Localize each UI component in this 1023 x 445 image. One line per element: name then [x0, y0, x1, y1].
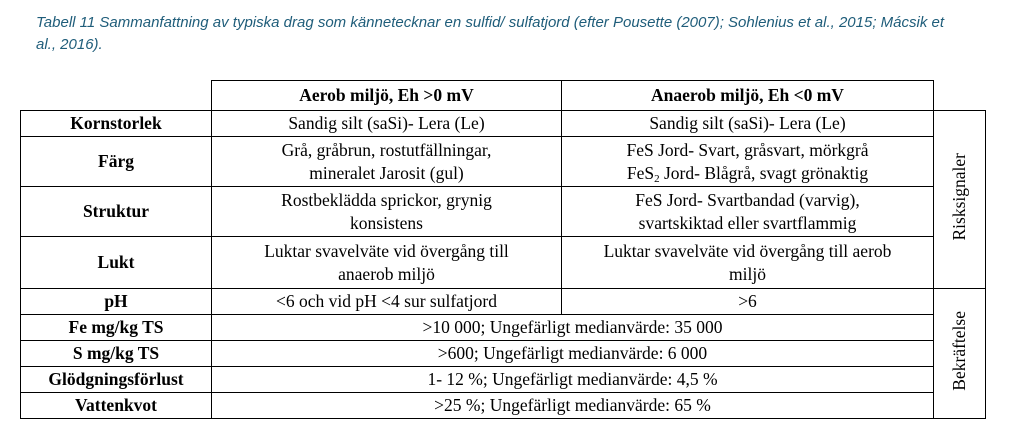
cell-glodning-value: 1- 12 %; Ungefärligt medianvärde: 4,5 % — [212, 367, 934, 393]
cell-lukt-anaerob — [562, 237, 934, 289]
cell-line: anaerob miljö — [338, 263, 435, 284]
cell-kornstorlek-aerob: Sandig silt (saSi)- Lera (Le) — [212, 111, 562, 137]
header-row — [21, 81, 986, 111]
cell-line: FeS Jord- Svart, gråsvart, mörkgrå — [626, 139, 869, 160]
cell-kornstorlek-anaerob: Sandig silt (saSi)- Lera (Le) — [562, 111, 934, 137]
cell-farg-aerob — [212, 137, 562, 187]
cell-ph-aerob: <6 och vid pH <4 sur sulfatjord — [212, 289, 562, 315]
row-label-ph: pH — [21, 289, 212, 315]
cell-lukt-aerob — [212, 237, 562, 289]
row-label-fe: Fe mg/kg TS — [21, 315, 212, 341]
row-label-glodning: Glödgningsförlust — [21, 367, 212, 393]
table-row — [21, 367, 986, 393]
row-label-s: S mg/kg TS — [21, 341, 212, 367]
table-row — [21, 289, 986, 315]
cell-vattenkvot-value: >25 %; Ungefärligt medianvärde: 65 % — [212, 393, 934, 419]
cell-line — [566, 162, 929, 185]
header-aerob: Aerob miljö, Eh >0 mV — [212, 81, 562, 111]
cell-ph-anaerob: >6 — [562, 289, 934, 315]
cell-s-value: >600; Ungefärligt medianvärde: 6 000 — [212, 341, 934, 367]
cell-farg-anaerob — [562, 137, 934, 187]
cell-line: miljö — [729, 263, 766, 284]
cell-line: FeS Jord- Svartbandad (varvig), — [635, 189, 860, 210]
row-label-farg: Färg — [21, 137, 212, 187]
row-label-struktur: Struktur — [21, 187, 212, 237]
table-row — [21, 187, 986, 237]
table-row — [21, 111, 986, 137]
header-anaerob: Anaerob miljö, Eh <0 mV — [562, 81, 934, 111]
table-row — [21, 341, 986, 367]
empty-corner-cell — [21, 81, 212, 111]
side-label-confirm-cell — [934, 289, 986, 419]
cell-line: Luktar svavelväte vid övergång till aerob — [603, 240, 892, 261]
cell-line: Rostbeklädda sprickor, grynig — [281, 189, 492, 210]
cell-struktur-aerob — [212, 187, 562, 237]
table-row — [21, 315, 986, 341]
subscript-2: 2 — [654, 172, 660, 185]
fes2-text: FeS — [626, 162, 655, 183]
row-label-vattenkvot: Vattenkvot — [21, 393, 212, 419]
table-row — [21, 237, 986, 289]
table-caption: Tabell 11 Sammanfattning av typiska drag som kännetecknar en sulfid/ sulfatjord (efter Pousette (2007); Sohlenius et al., 2015; Mácsik et al., 2016). — [36, 14, 944, 53]
sulfide-soil-table — [20, 80, 986, 419]
table-row — [21, 393, 986, 419]
cell-fe-value: >10 000; Ungefärligt medianvärde: 35 000 — [212, 315, 934, 341]
row-label-kornstorlek: Kornstorlek — [21, 111, 212, 137]
table-row — [21, 137, 986, 187]
side-label-risk: Risksignaler — [949, 152, 969, 241]
row-label-lukt: Lukt — [21, 237, 212, 289]
cell-line: konsistens — [350, 212, 423, 233]
cell-struktur-anaerob — [562, 187, 934, 237]
side-label-confirm: Bekräftelse — [949, 310, 969, 391]
cell-line: Grå, gråbrun, rostutfällningar, — [281, 139, 492, 160]
empty-side-header — [934, 81, 986, 111]
fes2-desc: Jord- Blågrå, svagt grönaktig — [659, 162, 869, 183]
cell-line: mineralet Jarosit (gul) — [309, 162, 464, 183]
side-label-risk-cell — [934, 111, 986, 289]
cell-line: svartskiktad eller svartflammig — [638, 212, 857, 233]
cell-line: Luktar svavelväte vid övergång till — [264, 240, 509, 261]
